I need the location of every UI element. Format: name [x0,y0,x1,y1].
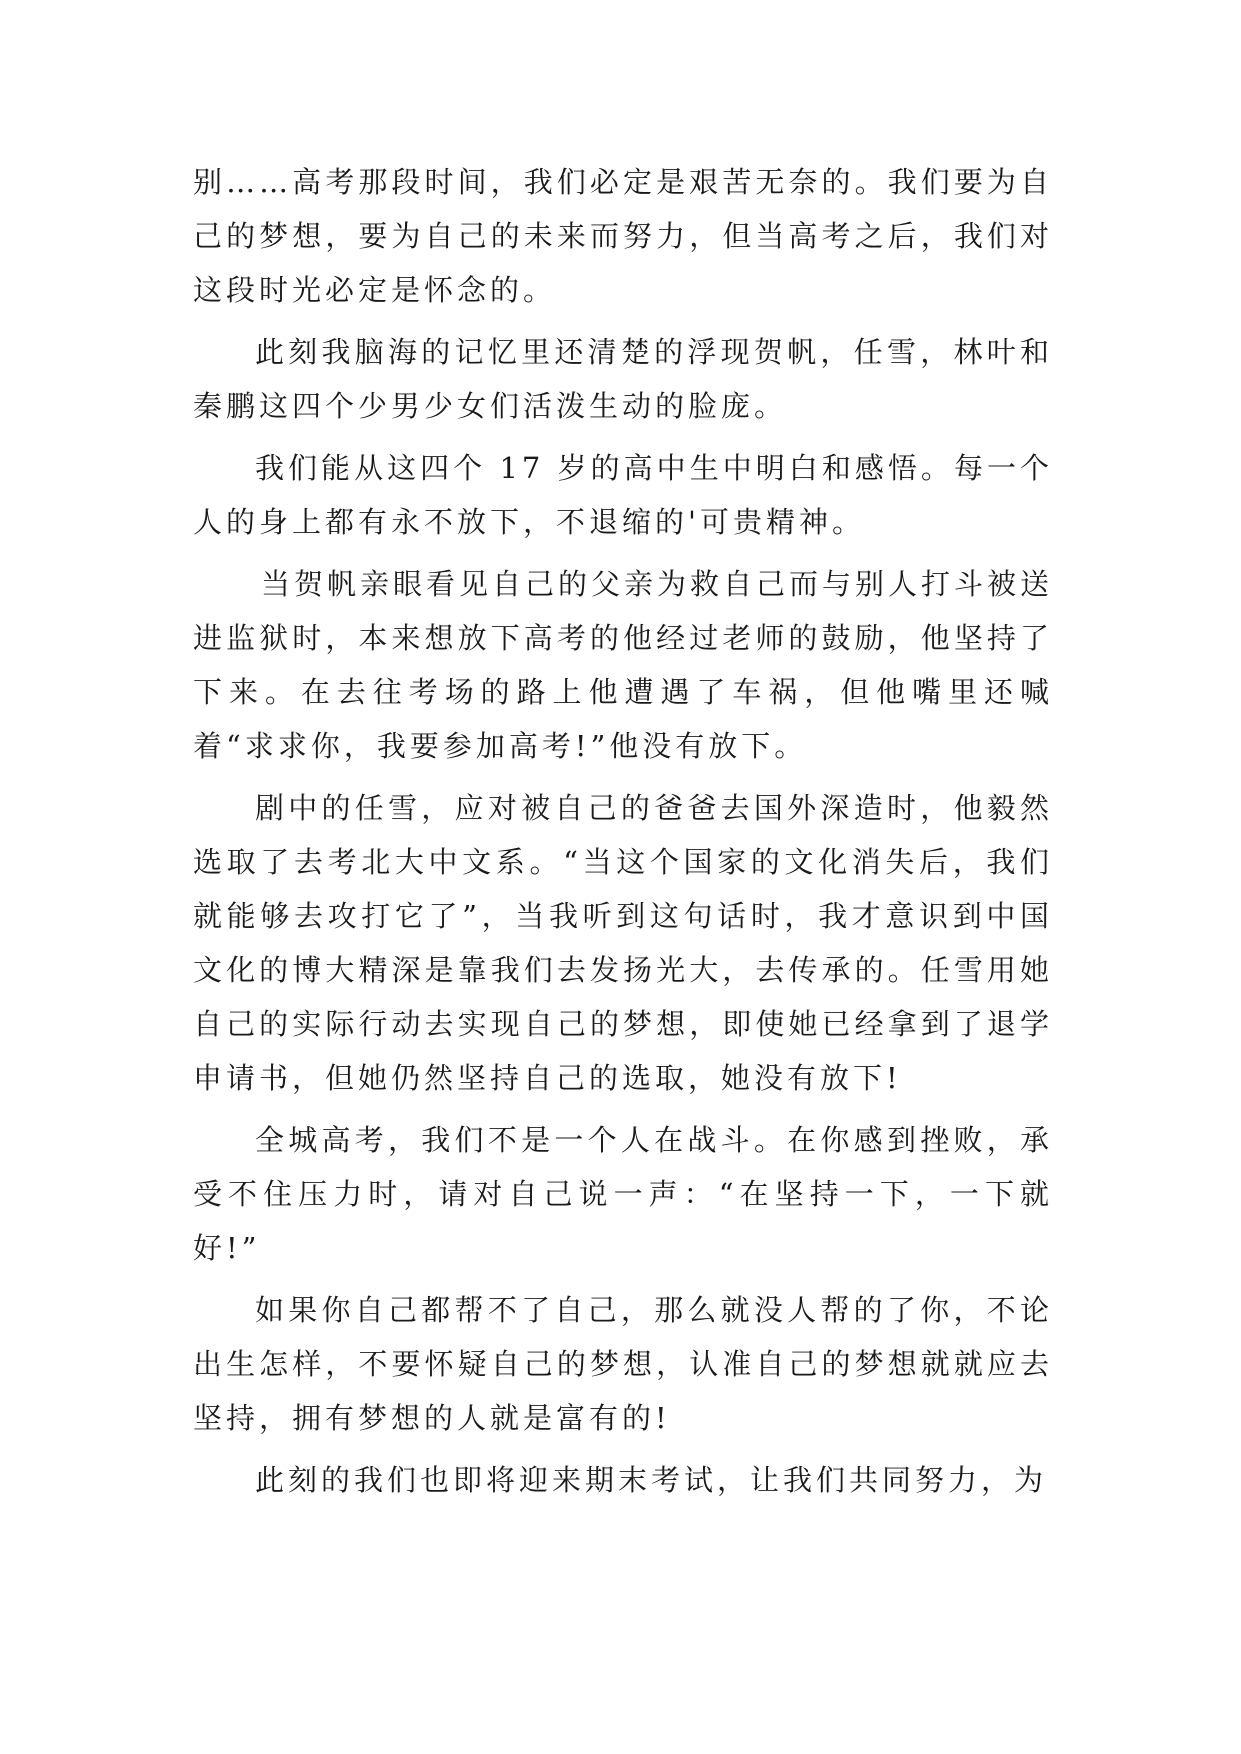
paragraph-4: 当贺帆亲眼看见自己的父亲为救自己而与别人打斗被送进监狱时，本来想放下高考的他经过老师的鼓励，他坚持了下来。在去往考场的路上他遭遇了车祸，但他嘴里还喊着“求求你，我要参加高考!”他没有放下。 [193,567,1054,763]
paragraph-5: 剧中的任雪，应对被自己的爸爸去国外深造时，他毅然选取了去考北大中文系。“当这个国家的文化消失后，我们就能够去攻打它了”，当我听到这句话时，我才意识到中国文化的博大精深是靠我们去发扬光大，去传承的。任雪用她自己的实际行动去实现自己的梦想，即使她已经拿到了退学申请书，但她仍然坚持自己的选取，她没有放下! [193,791,1053,1095]
paragraph-8: 此刻的我们也即将迎来期末考试，让我们共同努力，为 [255,1463,1048,1497]
document-body [193,155,1053,1515]
paragraph-6: 全城高考，我们不是一个人在战斗。在你感到挫败，承受不住压力时，请对自己说一声：“在坚持一下，一下就好!” [193,1123,1053,1265]
paragraph-2: 此刻我脑海的记忆里还清楚的浮现贺帆，任雪，林叶和秦鹏这四个少男少女们活泼生动的脸庞。 [193,335,1053,423]
paragraph-7: 如果你自己都帮不了自己，那么就没人帮的了你，不论出生怎样，不要怀疑自己的梦想，认准自己的梦想就就应去坚持，拥有梦想的人就是富有的! [193,1293,1053,1435]
paragraph-1: 别……高考那段时间，我们必定是艰苦无奈的。我们要为自己的梦想，要为自己的未来而努力，但当高考之后，我们对这段时光必定是怀念的。 [193,165,1053,307]
paragraph-3: 我们能从这四个 17 岁的高中生中明白和感悟。每一个人的身上都有永不放下，不退缩的'可贵精神。 [193,451,1053,539]
